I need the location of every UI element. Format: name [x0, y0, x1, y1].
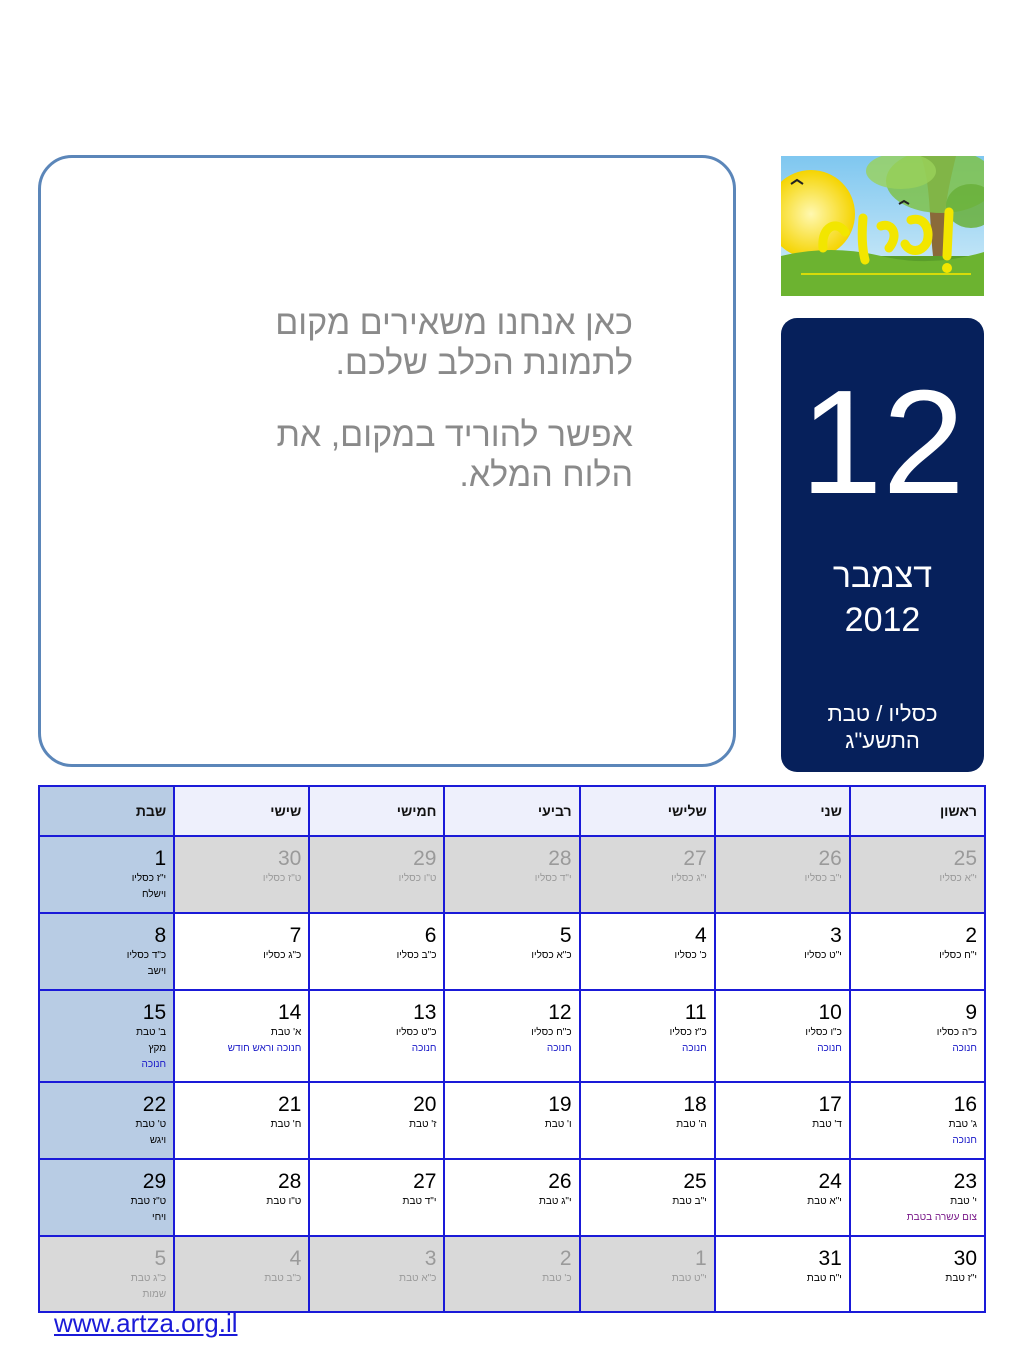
hebrew-date: כ"ב טבת: [264, 1273, 302, 1284]
holiday-label: חנוכה: [411, 1043, 437, 1054]
day-number: 4: [289, 1247, 302, 1270]
artza-logo: [781, 156, 984, 296]
weekday-sunday: ראשון: [850, 786, 985, 836]
artza-logo-icon: [781, 156, 984, 296]
day-number: 1: [695, 1247, 707, 1270]
day-cell: [850, 1236, 985, 1312]
hebrew-date: כ"ו כסליו: [805, 1027, 842, 1038]
holiday-label: חנוכה: [141, 1059, 167, 1070]
day-number: 7: [289, 924, 302, 947]
day-cell: [715, 990, 850, 1082]
day-number: 6: [424, 924, 437, 947]
hebrew-date: כ' כסליו: [674, 950, 707, 961]
day-cell: [580, 836, 715, 913]
day-number: 2: [559, 1247, 572, 1270]
day-number: 28: [277, 1170, 302, 1193]
day-number: 30: [953, 1247, 977, 1270]
parasha-name: ויגש: [149, 1135, 167, 1146]
weekday-header-row: [39, 786, 985, 836]
hebrew-date: כ"ג כסליו: [263, 950, 302, 961]
day-cell: [580, 1082, 715, 1159]
week-row: [39, 1236, 985, 1312]
hebrew-date: ו' טבת: [544, 1119, 572, 1130]
day-cell: [715, 913, 850, 990]
hebrew-date: כ"ט כסליו: [396, 1027, 437, 1038]
placeholder-text: [173, 303, 633, 527]
day-number: 16: [953, 1093, 977, 1116]
day-cell: [580, 1159, 715, 1236]
hebrew-date: כ"א טבת: [399, 1273, 437, 1284]
day-cell: [850, 990, 985, 1082]
day-cell: [174, 836, 309, 913]
parasha-name: וישב: [147, 966, 167, 977]
day-number: 11: [684, 1001, 707, 1024]
day-number: 14: [277, 1001, 302, 1024]
hebrew-date: כ"ב כסליו: [396, 950, 437, 961]
hebrew-date: י"ג טבת: [539, 1196, 572, 1207]
day-number: 15: [142, 1001, 167, 1024]
hebrew-date: י"ח כסליו: [939, 950, 977, 961]
day-cell: [850, 836, 985, 913]
day-cell: [309, 990, 444, 1082]
day-cell: [39, 1236, 174, 1312]
day-cell: [39, 913, 174, 990]
day-number: 26: [548, 1170, 572, 1193]
day-number: 13: [413, 1001, 437, 1024]
calendar-grid: [38, 785, 986, 1313]
day-cell: [309, 1082, 444, 1159]
weekday-saturday: שבת: [39, 786, 174, 836]
hebrew-year: התשע"ג: [845, 728, 920, 753]
day-cell: [174, 1159, 309, 1236]
day-number: 27: [683, 847, 707, 870]
hebrew-date: י"ט כסליו: [804, 950, 842, 961]
hebrew-months: כסליו / טבת: [827, 701, 938, 726]
day-cell: [444, 1236, 579, 1312]
day-number: 19: [548, 1093, 572, 1116]
day-cell: [444, 1159, 579, 1236]
week-row: [39, 836, 985, 913]
day-number: 27: [413, 1170, 437, 1193]
holiday-label: חנוכה וראש חודש: [227, 1043, 302, 1054]
placeholder-line-4: הלוח המלא.: [459, 456, 633, 494]
day-number: 1: [154, 847, 167, 870]
day-number: 4: [695, 924, 707, 947]
day-number: 10: [818, 1001, 842, 1024]
hebrew-date: ח' טבת: [270, 1119, 302, 1130]
week-row: [39, 990, 985, 1082]
hebrew-date: י"ג כסליו: [671, 873, 707, 884]
day-cell: [309, 1236, 444, 1312]
placeholder-line-3: אפשר להוריד במקום, את: [276, 416, 633, 454]
hebrew-date: כ"ז כסליו: [669, 1027, 707, 1038]
day-cell: [715, 836, 850, 913]
day-cell: [309, 836, 444, 913]
day-number: 9: [965, 1001, 977, 1024]
month-year: 2012: [844, 601, 921, 639]
hebrew-date: כ"ג טבת: [130, 1273, 167, 1284]
day-number: 30: [277, 847, 302, 870]
day-cell: [39, 990, 174, 1082]
day-number: 29: [413, 847, 437, 870]
weekday-thursday: חמישי: [309, 786, 444, 836]
day-number: 24: [818, 1170, 842, 1193]
holiday-label: חנוכה: [546, 1043, 572, 1054]
day-cell: [444, 836, 579, 913]
hebrew-date: י"ז טבת: [945, 1273, 977, 1284]
day-number: 8: [154, 924, 167, 947]
hebrew-date: י"א כסליו: [939, 873, 977, 884]
day-cell: [444, 1082, 579, 1159]
photo-placeholder-frame: [38, 155, 736, 767]
day-number: 26: [818, 847, 842, 870]
day-cell: [580, 913, 715, 990]
day-cell: [850, 1082, 985, 1159]
holiday-label: חנוכה: [682, 1043, 707, 1054]
day-cell: [174, 1236, 309, 1312]
day-number: 28: [548, 847, 572, 870]
day-number: 23: [953, 1170, 977, 1193]
day-cell: [174, 913, 309, 990]
parasha-name: מקץ: [148, 1043, 167, 1054]
hebrew-date: ז' טבת: [409, 1119, 437, 1130]
day-number: 2: [965, 924, 977, 947]
week-row: [39, 1082, 985, 1159]
day-cell: [309, 913, 444, 990]
holiday-label: חנוכה: [952, 1135, 977, 1146]
parasha-name: ויחי: [151, 1212, 167, 1223]
hebrew-date: ד' טבת: [812, 1119, 842, 1130]
hebrew-date: י"ז כסליו: [131, 873, 167, 884]
day-number: 31: [818, 1247, 842, 1270]
day-cell: [39, 1159, 174, 1236]
weekday-tuesday: שלישי: [580, 786, 715, 836]
hebrew-date: כ' טבת: [542, 1273, 572, 1284]
hebrew-date: י"ד כסליו: [534, 873, 572, 884]
hebrew-date: י' טבת: [950, 1196, 977, 1207]
day-number: 17: [818, 1093, 842, 1116]
day-number: 5: [154, 1247, 167, 1270]
hebrew-date: י"ב טבת: [672, 1196, 707, 1207]
hebrew-date: י"ד טבת: [402, 1196, 437, 1207]
day-cell: [850, 1159, 985, 1236]
day-number: 22: [142, 1093, 167, 1116]
hebrew-date: כ"ד כסליו: [126, 950, 167, 961]
day-cell: [39, 836, 174, 913]
website-link[interactable]: www.artza.org.il: [54, 1308, 238, 1338]
hebrew-date: כ"א כסליו: [531, 950, 572, 961]
week-row: [39, 1159, 985, 1236]
day-number: 25: [953, 847, 977, 870]
hebrew-date: א' טבת: [270, 1027, 302, 1038]
day-cell: [174, 990, 309, 1082]
day-cell: [580, 1236, 715, 1312]
day-number: 5: [559, 924, 572, 947]
day-number: 18: [683, 1093, 707, 1116]
hebrew-date: כ"ה כסליו: [936, 1027, 977, 1038]
placeholder-line-1: כאן אנחנו משאירים מקום: [275, 304, 633, 342]
hebrew-date: י"ח טבת: [806, 1273, 842, 1284]
day-cell: [444, 990, 579, 1082]
hebrew-date: ט' טבת: [135, 1119, 167, 1130]
hebrew-date: כ"ח כסליו: [531, 1027, 572, 1038]
month-number: 12: [800, 360, 965, 525]
month-header: [781, 318, 984, 772]
day-cell: [715, 1082, 850, 1159]
day-number: 21: [277, 1093, 302, 1116]
parasha-name: שמות: [142, 1289, 167, 1300]
weekday-wednesday: רביעי: [444, 786, 579, 836]
placeholder-line-2: לתמונת הכלב שלכם.: [335, 344, 633, 382]
day-cell: [715, 1236, 850, 1312]
hebrew-date: י"ט טבת: [671, 1273, 707, 1284]
day-cell: [174, 1082, 309, 1159]
day-cell: [580, 990, 715, 1082]
week-row: [39, 913, 985, 990]
holiday-label: חנוכה: [817, 1043, 842, 1054]
fast-day-label: צום עשרה בטבת: [906, 1212, 977, 1223]
day-cell: [850, 913, 985, 990]
hebrew-date: י"ב כסליו: [804, 873, 842, 884]
month-name: דצמבר: [832, 557, 933, 595]
day-number: 12: [548, 1001, 572, 1024]
day-cell: [715, 1159, 850, 1236]
day-number: 3: [424, 1247, 437, 1270]
day-number: 3: [830, 924, 842, 947]
hebrew-date: ה' טבת: [676, 1119, 707, 1130]
day-number: 29: [142, 1170, 167, 1193]
hebrew-date: י"א טבת: [807, 1196, 842, 1207]
day-cell: [39, 1082, 174, 1159]
hebrew-date: ט"ז כסליו: [262, 873, 302, 884]
hebrew-date: ט"ו כסליו: [398, 873, 437, 884]
hebrew-date: ג' טבת: [948, 1119, 977, 1130]
weekday-monday: שני: [715, 786, 850, 836]
parasha-name: וישלח: [141, 889, 167, 900]
day-number: 20: [413, 1093, 437, 1116]
hebrew-date: ב' טבת: [136, 1027, 167, 1038]
hebrew-date: ט"ז טבת: [130, 1196, 167, 1207]
day-number: 25: [683, 1170, 707, 1193]
hebrew-date: ט"ו טבת: [266, 1196, 302, 1207]
day-cell: [444, 913, 579, 990]
weekday-friday: שישי: [174, 786, 309, 836]
holiday-label: חנוכה: [952, 1043, 977, 1054]
day-cell: [309, 1159, 444, 1236]
